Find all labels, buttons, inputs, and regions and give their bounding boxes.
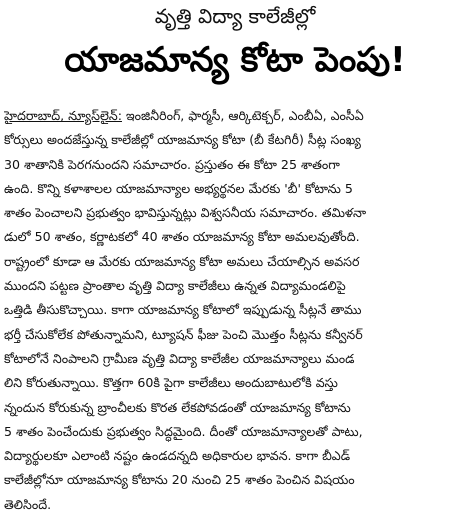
article-line: న్నందున కోరుకున్న బ్రాంచీలకు కొరత లేకపోవడంతో యాజమాన్య కోటాను bbox=[4, 399, 351, 415]
article-body bbox=[4, 104, 466, 517]
article-line: కోటాలోనే నింపాలని గ్రామీణ వృత్తి విద్యా కాలేజీల యాజమాన్యాలు మండ bbox=[4, 350, 355, 366]
article-dateline: హైదరాబాద్, న్యూస్‌లైన్: bbox=[4, 108, 122, 123]
article-line: విద్యార్థులకూ ఎలాంటి నష్టం ఉండదన్నది అధికారుల భావన. కాగా బీఎడ్ bbox=[4, 448, 351, 464]
article-headline: యాజమాన్య కోటా పెంపు! bbox=[64, 40, 406, 80]
article-line: 5 శాతం పెంచేందుకు ప్రభుత్వం సిద్ధమైంది. దీంతో యాజమాన్యాలతో పాటు, bbox=[4, 423, 363, 439]
article-line: ఉంది. కొన్ని కళాశాలల యాజమాన్యాల అభ్యర్థనల మేరకు 'బీ' కోటాను 5 bbox=[4, 180, 353, 196]
article-line: తెలిసిందే. bbox=[4, 496, 52, 512]
article-line: భర్తీ చేసుకోలేక పోతున్నామని, ట్యూషన్ ఫీజు పెంచి మొత్తం సీట్లను కన్వీనర్ bbox=[4, 326, 363, 342]
article-line: రాష్ట్రంలో కూడా ఆ మేరకు యాజమాన్య కోటా అమలు చేయాల్సిన అవసర bbox=[4, 253, 360, 269]
article-line: హైదరాబాద్, న్యూస్‌లైన్: ఇంజినీరింగ్, ఫార్మసీ, ఆర్కిటెక్చర్, ఎంబీఏ, ఎంసీఏ bbox=[4, 108, 364, 123]
article-line: కాలేజీల్లోనూ యాజమాన్య కోటాను 20 నుంచి 25 శాతం పెంచిన విషయం bbox=[4, 472, 355, 488]
article-line: 30 శాతానికి పెరగనుందని సమాచారం. ప్రస్తుతం ఈ కోటా 25 శాతంగా bbox=[4, 156, 340, 172]
article-line: ముందని పట్టణ ప్రాంతాల వృత్తి విద్యా కాలేజీలు ఉన్నత విద్యామండలిపై bbox=[4, 278, 346, 294]
article-line: ఒత్తిడి తీసుకొచ్చాయి. కాగా యాజమాన్య కోటాలో ఇప్పుడున్న సీట్లనే తాము bbox=[4, 302, 362, 318]
article-line: లిని కోరుతున్నాయి. కొత్తగా 60కి పైగా కాలేజీలు అందుబాటులోకి వస్తు bbox=[4, 375, 338, 391]
article-line: శాతం పెంచాలని ప్రభుత్వం భావిస్తున్నట్లు విశ్వసనీయ సమాచారం. తమిళనా bbox=[4, 205, 367, 221]
article-line: కోర్సులు అందజేస్తున్న కాలేజీల్లో యాజమాన్య కోటా (బీ కేటగిరీ) సీట్ల సంఖ్య bbox=[4, 132, 361, 148]
article-line: డులో 50 శాతం, కర్ణాటకలో 40 శాతం యాజమాన్య కోటా అమలవుతోంది. bbox=[4, 229, 360, 245]
article-subheading: వృత్తి విద్యా కాలేజీల్లో bbox=[154, 4, 316, 28]
